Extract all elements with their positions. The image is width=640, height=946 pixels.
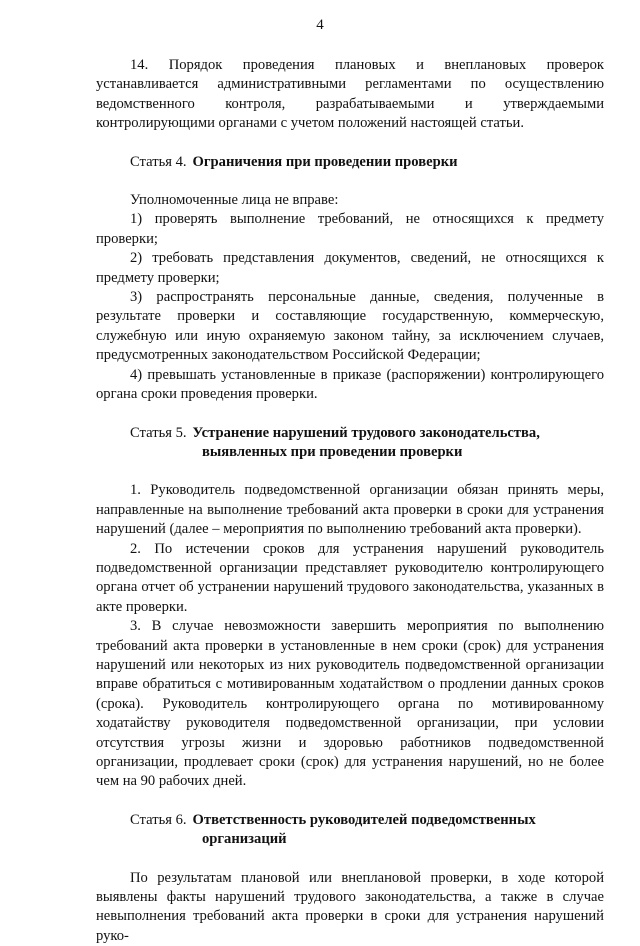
article-5-label: Статья 5. — [130, 424, 187, 441]
article-5-paragraph-3: 3. В случае невозможности завершить мероприятия по выполнению требований акта проверки в установленные в нем сроки (срок) для устранения нарушений или некоторых из них руководитель подведомственной организации вправе обратиться с мотивированным ходатайством о продлении данных сроков (срока). Руководитель контролирующего органа по мотивированному ходатайству руководителя подведомственной организации, при условии отсутствия угрозы жизни и здоровью работников подведомственной организации, продлевает сроки (срок) для устранения нарушений, но не более чем на 90 рабочих дней. — [96, 618, 604, 790]
article-4-intro: Уполномоченные лица не вправе: — [130, 192, 339, 209]
article-4-title: Ограничения при проведении проверки — [192, 153, 458, 170]
article-4-heading — [130, 153, 604, 172]
article-5-paragraph-1: 1. Руководитель подведомственной организации обязан принять меры, направленные на выполнение требований акта проверки в сроки для устранения нарушений (далее – мероприятия по выполнению требований акта проверки). — [96, 482, 604, 538]
article-5-paragraph-2: 2. По истечении сроков для устранения нарушений руководитель подведомственной организации представляет руководителю контролирующего органа отчет об устранении нарушений трудового законодательства, указанных в акте проверки. — [96, 540, 604, 615]
article-4-item-2: 2) требовать представления документов, сведений, не относящихся к предмету проверки; — [96, 250, 604, 286]
article-6-title-line-1: Ответственность руководителей подведомственных — [192, 811, 536, 828]
article-6-title-line-2: организаций — [202, 831, 287, 848]
article-5-heading — [130, 424, 604, 463]
article-4-item-4: 4) превышать установленные в приказе (распоряжении) контролирующего органа сроки проведения проверки. — [96, 366, 604, 403]
article-4-item-1: 1) проверять выполнение требований, не относящихся к предмету проверки; — [96, 211, 604, 247]
article-6-label: Статья 6. — [130, 811, 187, 828]
page-number: 4 — [316, 17, 324, 33]
article-4-label: Статья 4. — [130, 153, 187, 170]
article-6-paragraph: По результатам плановой или внеплановой проверки, в ходе которой выявлены факты нарушений трудового законодательства, а также в случае невыполнения требований акта проверки в сроки для устранения нарушений руко- — [96, 869, 604, 944]
document-body — [96, 56, 604, 946]
article-5-title-line-1: Устранение нарушений трудового законодательства, — [192, 424, 540, 441]
article-4-item-3: 3) распространять персональные данные, сведения, полученные в результате проверки и составляющие государственную, коммерческую, служебную или иную охраняемую законом тайну, за исключением случаев, предусмотренных законодательством Российской Федерации; — [96, 289, 604, 364]
article-6-heading — [130, 811, 604, 850]
article-5-title-line-2: выявленных при проведении проверки — [202, 443, 463, 460]
section-14-paragraph: 14. Порядок проведения плановых и внеплановых проверок устанавливается административными регламентами по осуществлению ведомственного контроля, разрабатываемыми и утверждаемыми контролирующими органами с учетом положений настоящей статьи. — [96, 57, 604, 132]
